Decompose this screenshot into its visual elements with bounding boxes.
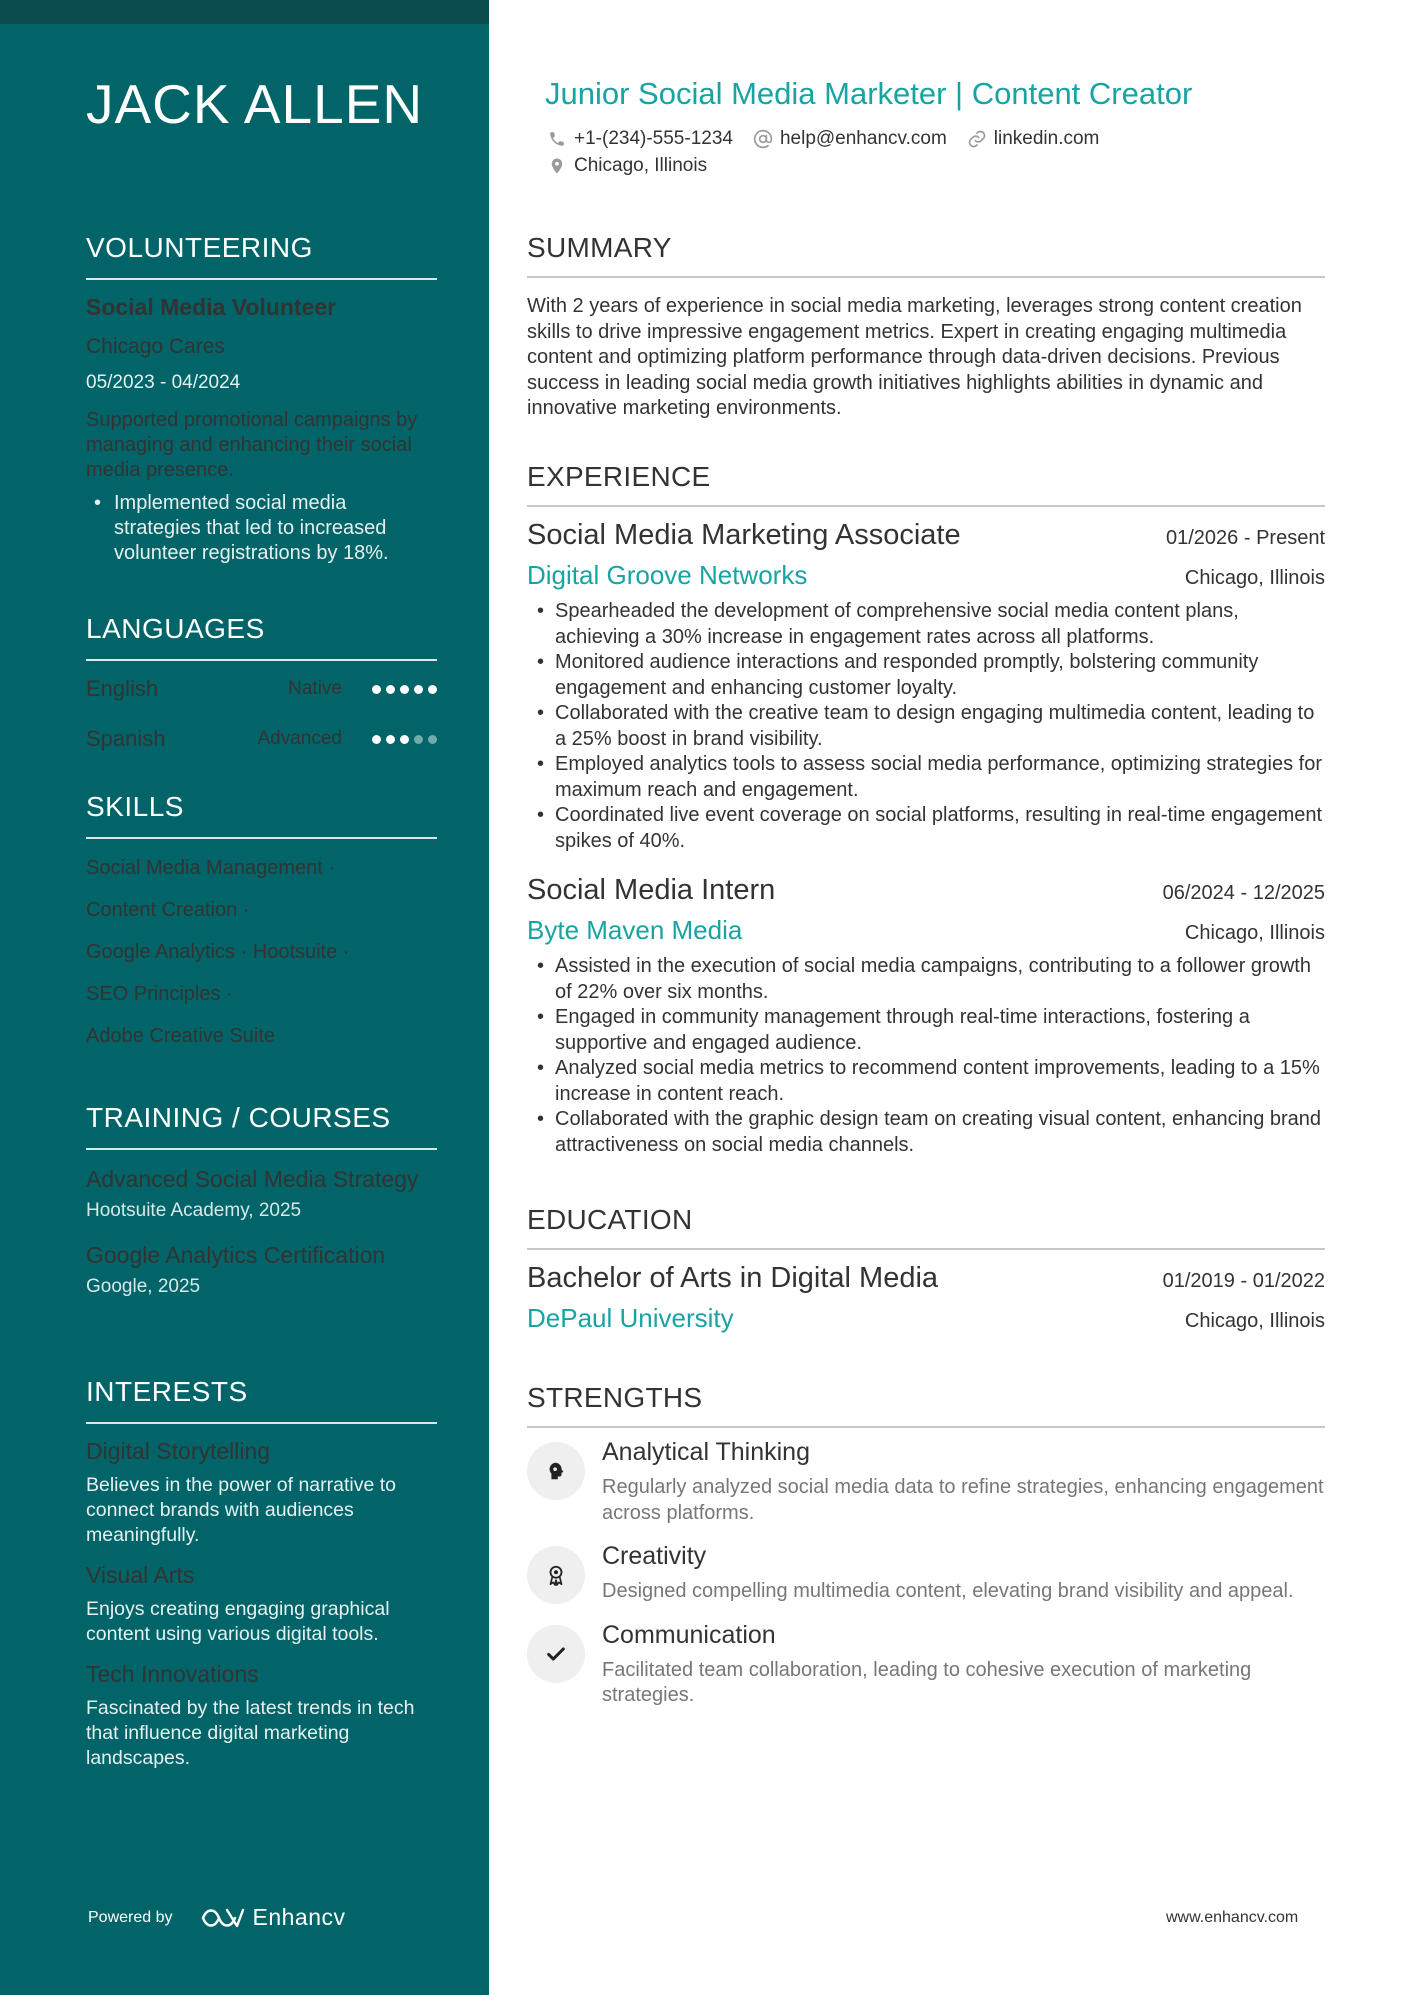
candidate-name: JACK ALLEN — [86, 73, 424, 135]
course-title: Google Analytics Certification — [86, 1242, 386, 1268]
job-bullet: • Spearheaded the development of comprehensive social media content plans, achieving a 30% increase in engagement rates across all platforms. — [537, 599, 1325, 650]
volunteering-heading: VOLUNTEERING — [86, 232, 437, 280]
phone-icon — [547, 129, 567, 149]
powered-by — [88, 1904, 346, 1931]
education-section — [527, 1204, 1325, 1334]
enhancv-logo[interactable] — [199, 1904, 346, 1931]
job-dates: 06/2024 - 12/2025 — [1162, 882, 1325, 904]
training-heading: TRAINING / COURSES — [86, 1102, 437, 1150]
experience-heading: EXPERIENCE — [527, 461, 1325, 507]
location-pin-icon — [547, 156, 567, 176]
job-location: Chicago, Illinois — [1184, 567, 1325, 589]
language-name: English — [86, 676, 159, 701]
language-name: Spanish — [86, 726, 166, 751]
rating-dot-filled — [414, 685, 423, 694]
job-bullet: • Collaborated with the creative team to design engaging multimedia content, leading to a 25% boost in brand visibility. — [537, 701, 1325, 752]
strength-item — [527, 1542, 1325, 1605]
strength-title: Communication — [602, 1620, 776, 1649]
interest-title: Visual Arts — [86, 1562, 195, 1588]
strength-description: Facilitated team collaboration, leading to cohesive execution of marketing strategies. — [602, 1658, 1252, 1706]
rating-dot-empty — [414, 735, 423, 744]
interest-description: Believes in the power of narrative to connect brands with audiences meaningfully. — [86, 1474, 397, 1546]
language-level: Advanced — [257, 728, 342, 749]
job-bullet: • Collaborated with the graphic design team on creating visual content, enhancing brand attractiveness on social media channels. — [537, 1107, 1325, 1158]
strength-item — [527, 1438, 1325, 1526]
contact-row-2 — [547, 155, 707, 177]
job-bullet: • Assisted in the execution of social media campaigns, contributing to a follower growth of 22% over six months. — [537, 954, 1325, 1005]
skill-line: Adobe Creative Suite — [86, 1025, 276, 1047]
job-bullet: • Employed analytics tools to assess social media performance, optimizing strategies for maximum reach and engagement. — [537, 752, 1325, 803]
contact-row-1 — [547, 128, 1099, 150]
job-bullet: • Coordinated live event coverage on social platforms, resulting in real-time engagement spikes of 40%. — [537, 803, 1325, 854]
skill-line: Google Analytics · Hootsuite · — [86, 941, 350, 963]
strength-description: Designed compelling multimedia content, elevating brand visibility and appeal. — [602, 1580, 1294, 1602]
website-link[interactable]: www.enhancv.com — [1166, 1909, 1299, 1926]
job-bullets — [527, 599, 1325, 854]
enhancv-wordmark: Enhancv — [252, 1904, 346, 1930]
job-company: Digital Groove Networks — [527, 560, 808, 590]
contact-link[interactable] — [967, 128, 1100, 150]
interest-description: Enjoys creating engaging graphical content using various digital tools. — [86, 1598, 390, 1645]
degree-title: Bachelor of Arts in Digital Media — [527, 1262, 939, 1294]
job-bullet: • Analyzed social media metrics to recommend content improvements, leading to a 15% increase in content reach. — [537, 1056, 1325, 1107]
language-row-spanish — [86, 721, 437, 757]
language-rating — [372, 685, 437, 694]
education-dates: 01/2019 - 01/2022 — [1162, 1270, 1325, 1292]
summary-section — [527, 232, 1325, 422]
contact-phone[interactable] — [547, 128, 733, 150]
job-entry — [527, 874, 1325, 1158]
rating-dot-filled — [372, 685, 381, 694]
language-row-english — [86, 671, 437, 707]
powered-by-label: Powered by — [88, 1908, 173, 1926]
skill-line: Content Creation · — [86, 899, 250, 921]
rating-dot-filled — [428, 685, 437, 694]
skill-line: Social Media Management · — [86, 857, 336, 879]
training-section — [86, 1102, 437, 1298]
job-location: Chicago, Illinois — [1184, 922, 1325, 944]
summary-text: With 2 years of experience in social media marketing, leverages strong content creation skills to drive impressive engagement metrics. Expert in creating engaging multimedia content and optimizing platform performance through data-driven decisions. Previous success in leading social media growth initiatives highlights abilities in dynamic and innovative marketing environments. — [527, 295, 1302, 419]
volunteer-role: Social Media Volunteer — [86, 294, 337, 320]
link-text: linkedin.com — [993, 128, 1100, 149]
skills-section — [86, 791, 437, 1049]
award-ribbon-icon — [527, 1546, 585, 1604]
skills-heading: SKILLS — [86, 791, 437, 839]
at-sign-icon — [753, 129, 773, 149]
language-rating — [372, 735, 437, 744]
job-bullets — [527, 954, 1325, 1158]
course-provider: Google, 2025 — [86, 1276, 201, 1297]
volunteer-description: Supported promotional campaigns by managing and enhancing their social media presence. — [86, 409, 418, 481]
interest-title: Digital Storytelling — [86, 1438, 271, 1464]
rating-dot-filled — [372, 735, 381, 744]
sidebar-top-strip — [0, 0, 489, 24]
school-location: Chicago, Illinois — [1184, 1310, 1325, 1332]
phone-text: +1-(234)-555-1234 — [574, 128, 733, 149]
job-dates: 01/2026 - Present — [1166, 527, 1325, 549]
job-company: Byte Maven Media — [527, 915, 743, 945]
education-entry — [527, 1262, 1325, 1334]
strength-title: Analytical Thinking — [602, 1438, 810, 1466]
job-bullet: • Engaged in community management through real-time interactions, fostering a supportive and engaged audience. — [537, 1005, 1325, 1056]
job-title: Social Media Intern — [527, 874, 776, 906]
rating-dot-filled — [400, 735, 409, 744]
email-text: help@enhancv.com — [779, 128, 947, 149]
volunteer-bullets — [86, 491, 437, 566]
skill-line: SEO Principles · — [86, 983, 233, 1005]
interest-title: Tech Innovations — [86, 1661, 259, 1687]
languages-section — [86, 613, 437, 757]
contact-location — [547, 155, 707, 177]
strength-title: Creativity — [602, 1542, 707, 1570]
interests-section — [86, 1376, 437, 1771]
languages-heading: LANGUAGES — [86, 613, 437, 661]
strength-description: Regularly analyzed social media data to refine strategies, enhancing engagement across platforms. — [602, 1476, 1324, 1524]
education-heading: EDUCATION — [527, 1204, 1325, 1250]
interests-heading: INTERESTS — [86, 1376, 437, 1424]
location-text: Chicago, Illinois — [574, 155, 708, 176]
interest-description: Fascinated by the latest trends in tech that influence digital marketing landscapes. — [86, 1697, 415, 1769]
headline: Junior Social Media Marketer | Content Creator — [545, 76, 1193, 111]
course-provider: Hootsuite Academy, 2025 — [86, 1200, 302, 1221]
language-level: Native — [288, 678, 342, 699]
volunteering-section — [86, 232, 437, 566]
volunteer-organization: Chicago Cares — [86, 335, 225, 358]
link-icon — [967, 129, 987, 149]
job-title: Social Media Marketing Associate — [527, 519, 961, 551]
strength-item — [527, 1621, 1325, 1709]
volunteer-bullet: • Implemented social media strategies that led to increased volunteer registrations by 18%. — [94, 491, 437, 566]
experience-section — [527, 461, 1325, 1158]
contact-email[interactable] — [753, 128, 947, 150]
rating-dot-filled — [400, 685, 409, 694]
rating-dot-filled — [386, 735, 395, 744]
rating-dot-filled — [386, 685, 395, 694]
school-name: DePaul University — [527, 1303, 734, 1333]
summary-heading: SUMMARY — [527, 232, 1325, 278]
job-entry — [527, 519, 1325, 854]
strengths-section — [527, 1382, 1325, 1709]
checkmark-icon — [527, 1625, 585, 1683]
job-bullet: • Monitored audience interactions and responded promptly, bolstering community engagement and enhancing customer loyalty. — [537, 650, 1325, 701]
strengths-heading: STRENGTHS — [527, 1382, 1325, 1428]
rating-dot-empty — [428, 735, 437, 744]
brain-head-icon — [527, 1442, 585, 1500]
volunteer-dates: 05/2023 - 04/2024 — [86, 372, 241, 393]
course-title: Advanced Social Media Strategy — [86, 1166, 419, 1192]
enhancv-logo-icon — [199, 1906, 245, 1930]
